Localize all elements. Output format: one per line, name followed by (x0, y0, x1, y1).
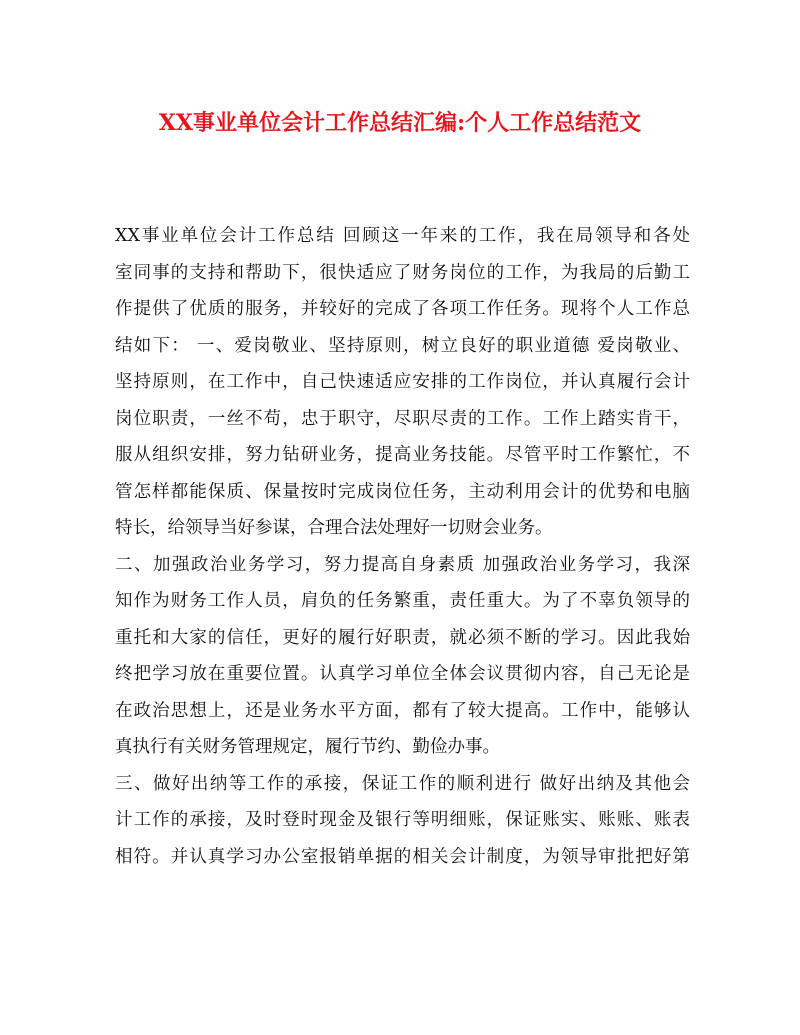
body-line: 岗位职责，一丝不苟，忠于职守，尽职尽责的工作。工作上踏实肯干， (115, 408, 690, 429)
body-line: 管怎样都能保质、保量按时完成岗位任务，主动利用会计的优势和电脑 (115, 481, 690, 502)
body-line: 相符。并认真学习办公室报销单据的相关会计制度，为领导审批把好第 (115, 846, 690, 867)
body-line: 二、加强政治业务学习，努力提高自身素质 加强政治业务学习，我深 (115, 554, 690, 575)
body-line: 作提供了优质的服务，并较好的完成了各项工作任务。现将个人工作总 (115, 299, 690, 319)
body-line: XX事业单位会计工作总结 回顾这一年来的工作，我在局领导和各处 (115, 226, 690, 246)
body-line: 在政治思想上，还是业务水平方面，都有了较大提高。工作中，能够认 (115, 700, 690, 721)
body-line: 知作为财务工作人员，肩负的任务繁重，责任重大。为了不辜负领导的 (115, 591, 690, 611)
document-title: XX事业单位会计工作总结汇编:个人工作总结范文 (158, 110, 642, 136)
body-line: 结如下： 一、爱岗敬业、坚持原则，树立良好的职业道德 爱岗敬业、 (115, 335, 690, 356)
body-line: 坚持原则，在工作中，自己快速适应安排的工作岗位，并认真履行会计 (115, 372, 690, 392)
body-line: 终把学习放在重要位置。认真学习单位全体会议贯彻内容，自己无论是 (115, 664, 690, 684)
document-body (115, 218, 690, 875)
body-line: 重托和大家的信任，更好的履行好职责，就必须不断的学习。因此我始 (115, 627, 690, 648)
body-line: 服从组织安排，努力钻研业务，提高业务技能。尽管平时工作繁忙，不 (115, 445, 690, 465)
body-line: 真执行有关财务管理规定，履行节约、勤俭办事。 (115, 737, 500, 757)
body-line: 三、做好出纳等工作的承接，保证工作的顺利进行 做好出纳及其他会 (115, 773, 690, 794)
body-line: 室同事的支持和帮助下，很快适应了财务岗位的工作，为我局的后勤工 (115, 262, 690, 283)
body-line: 特长，给领导当好参谋，合理合法处理好一切财会业务。 (115, 518, 553, 538)
body-line: 计工作的承接，及时登时现金及银行等明细账，保证账实、账账、账表 (115, 810, 690, 830)
